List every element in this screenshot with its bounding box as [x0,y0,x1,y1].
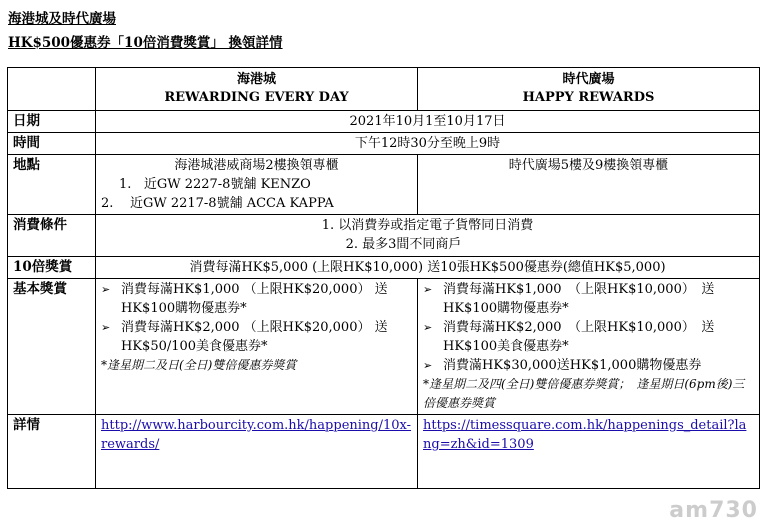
row-details-label: 詳情 [8,415,96,489]
header-harbour-city-en: REWARDING EVERY DAY [164,90,349,105]
row-details [8,415,760,489]
location-hc-item-2-num: 2. [101,196,114,211]
row-date [8,111,760,133]
basic-ts-note: *逢星期二及四(全日)雙倍優惠券獎賞； 逢星期日(6pm後)三倍優惠券獎賞 [423,377,745,410]
basic-hc-bullet-1 [101,280,412,318]
location-hc-item-2 [101,194,412,213]
basic-ts-bullet-3-text: 消費滿HK$30,000送HK$1,000購物優惠券 [443,358,702,373]
location-harbour-city [96,155,418,215]
location-hc-main: 海港城港威商場2樓換領專櫃 [174,158,339,173]
arrow-bullet-icon: ➢ [423,321,433,334]
row-basic-label: 基本獎賞 [8,279,96,415]
details-harbour-city [96,415,418,489]
basic-hc-bullet-1-text: 消費每滿HK$1,000 （上限HK$20,000） 送HK$100購物優惠券* [121,282,388,316]
row-location-label: 地點 [8,155,96,215]
row-location [8,155,760,215]
row-time-value: 下午12時30分至晚上9時 [96,133,760,155]
location-times-square: 時代廣場5樓及9樓換領專櫃 [418,155,760,215]
basic-hc-note: *逢星期二及日(全日)雙倍優惠券獎賞 [101,358,297,372]
basic-times-square [418,279,760,415]
row-tenfold-label: 10倍獎賞 [8,257,96,279]
header-times-square-cn: 時代廣場 [562,72,615,87]
header-times-square [418,68,760,111]
row-time [8,133,760,155]
row-conditions [8,215,760,257]
header-harbour-city [96,68,418,111]
location-hc-item-2-text: 近GW 2217-8號舖 ACCA KAPPA [129,196,334,211]
basic-ts-bullet-1 [423,280,754,318]
row-date-label: 日期 [8,111,96,133]
row-conditions-label: 消費條件 [8,215,96,257]
table-header-row [8,68,760,111]
basic-ts-bullet-1-text: 消費每滿HK$1,000 （上限HK$10,000） 送HK$100購物優惠券* [443,282,715,316]
header-empty-cell [8,68,96,111]
basic-harbour-city [96,279,418,415]
conditions-value [96,215,760,257]
header-harbour-city-cn: 海港城 [236,72,276,87]
arrow-bullet-icon: ➢ [101,283,111,296]
basic-ts-bullet-2-text: 消費每滿HK$2,000 （上限HK$10,000） 送HK$100美食優惠券* [443,320,715,354]
arrow-bullet-icon: ➢ [423,283,433,296]
row-basic-rewards [8,279,760,415]
arrow-bullet-icon: ➢ [101,321,111,334]
location-hc-item-1-num: 1. [119,177,132,192]
page-title-line2: HK$500優惠券「10倍消費獎賞」 換領詳情 [8,35,283,51]
basic-ts-bullet-2 [423,318,754,356]
header-times-square-en: HAPPY REWARDS [522,90,655,105]
conditions-item-2: 2. 最多3間不同商戶 [345,237,462,252]
harbour-city-link[interactable]: http://www.harbourcity.com.hk/happening/10x-rewards/ [101,418,412,452]
location-hc-item-1-text: 近GW 2227-8號舖 KENZO [143,177,311,192]
tenfold-value: 消費每滿HK$5,000 (上限HK$10,000) 送10張HK$500優惠券(總值HK$5,000) [96,257,760,279]
times-square-link[interactable]: https://timessquare.com.hk/happenings_detail?lang=zh&id=1309 [423,418,747,452]
page-title-line1: 海港城及時代廣場 [8,11,116,27]
basic-hc-bullet-2-text: 消費每滿HK$2,000 （上限HK$20,000） 送HK$50/100美食優惠券* [121,320,388,354]
details-times-square [418,415,760,489]
arrow-bullet-icon: ➢ [423,359,433,372]
rewards-table [7,67,760,489]
location-hc-item-1 [101,175,412,194]
basic-ts-bullet-3 [423,356,754,375]
row-date-value: 2021年10月1至10月17日 [96,111,760,133]
row-tenfold [8,257,760,279]
basic-hc-bullet-2 [101,318,412,356]
conditions-item-1: 1. 以消費券或指定電子貨幣同日消費 [321,218,534,233]
watermark-logo: am730 [669,498,758,523]
row-time-label: 時間 [8,133,96,155]
